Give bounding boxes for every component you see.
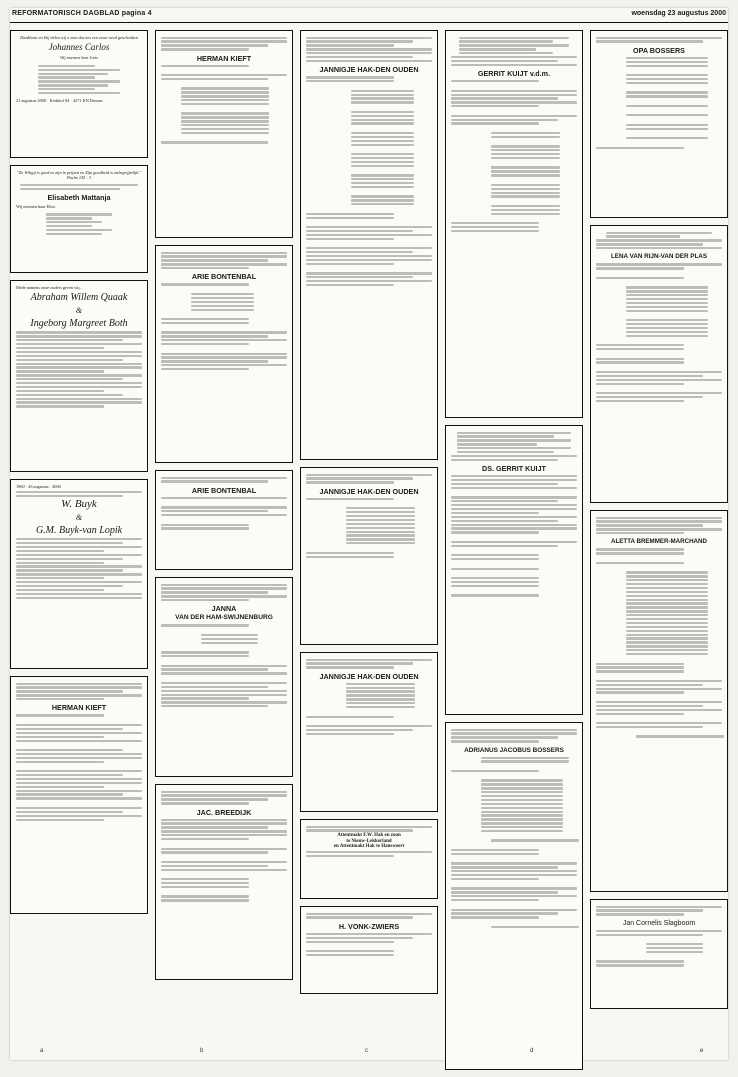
body-text bbox=[16, 331, 142, 407]
deceased-last-name: VAN DER HAM-SWIJNENBURG bbox=[175, 614, 273, 622]
column-4 bbox=[445, 30, 583, 1077]
column-2 bbox=[155, 30, 293, 987]
footer-mark: b bbox=[200, 1048, 204, 1054]
text-lines bbox=[38, 65, 120, 95]
deceased-name: JANNIGJE HAK-DEN OUDEN bbox=[319, 671, 419, 681]
bride-name: Ingeborg Margreet Both bbox=[30, 318, 128, 330]
obituary-herman-kieft-2 bbox=[155, 30, 293, 238]
deceased-name: OPA BOSSERS bbox=[633, 45, 685, 55]
anniversary-buyk: 1960 · 26 augustus · 2000 W. Buyk & G.M. Buyk-van Lopik bbox=[10, 479, 148, 669]
deceased-first-name: JANNA bbox=[211, 604, 237, 614]
condolence-hak-company bbox=[300, 819, 438, 899]
sender-line-2: te Nieuw-Lekkerland bbox=[346, 838, 392, 844]
deceased-name: JANNIGJE HAK-DEN OUDEN bbox=[319, 65, 419, 75]
deceased-name: JANNIGJE HAK-DEN OUDEN bbox=[319, 486, 419, 496]
child-name: Elisabeth Mattanja bbox=[47, 193, 111, 202]
header-left: REFORMATORISCH DAGBLAD pagina 4 bbox=[12, 10, 152, 17]
column-3 bbox=[300, 30, 438, 1001]
wife-name: G.M. Buyk-van Lopik bbox=[35, 525, 123, 537]
footer-mark: c bbox=[365, 1048, 368, 1054]
intro-text: Mede namens onze ouders geven wij, bbox=[16, 285, 81, 290]
obituary-jannigje-hak-2 bbox=[300, 467, 438, 645]
sub-text: Wij noemen haar Elise. bbox=[16, 204, 57, 209]
deceased-name: ADRIANUS JACOBUS BOSSERS bbox=[464, 746, 564, 754]
obituary-ds-gerrit-kuijt bbox=[445, 425, 583, 715]
footer-mark: e bbox=[700, 1048, 704, 1054]
footer-mark: a bbox=[40, 1048, 44, 1054]
deceased-name: ARIE BONTENBAL bbox=[191, 272, 257, 282]
sender-line-1: Attentmakt F.W. Hak en zoon bbox=[337, 833, 401, 839]
deceased-name: GERRIT KUIJT v.d.m. bbox=[477, 69, 551, 79]
quote: "Zo Wiltgij is goed en zijn in prijzen en Zijn goedheid is onbegrijpelijk." Psalm 145 : 3 bbox=[16, 170, 142, 181]
deceased-name: Jan Cornelis Slagboom bbox=[622, 919, 696, 927]
obituary-opa-bossers bbox=[590, 30, 728, 218]
birth-announcement-elise bbox=[10, 165, 148, 273]
obituary-h-vonk-zwiers bbox=[300, 906, 438, 994]
obituary-jac-breedijk bbox=[155, 784, 293, 980]
intro-text: Dankbaar en blij delen wij u mee dat ons een zoon werd geschonken bbox=[20, 35, 138, 40]
obituary-aletta-bremmer bbox=[590, 510, 728, 892]
sub-text: Wij noemen hem Joris bbox=[59, 55, 99, 61]
deceased-name: H. VONK-ZWIERS bbox=[338, 921, 400, 931]
deceased-name: DS. GERRIT KUIJT bbox=[482, 464, 546, 474]
obituary-jan-slagboom bbox=[590, 899, 728, 1009]
newspaper-page bbox=[10, 8, 728, 1060]
deceased-name: HERMAN KIEFT bbox=[196, 53, 252, 63]
obituary-janna-van-der-ham bbox=[155, 577, 293, 777]
column-1 bbox=[10, 30, 148, 921]
deceased-name: ARIE BONTENBAL bbox=[191, 485, 257, 495]
obituary-jannigje-hak-3 bbox=[300, 652, 438, 812]
wedding-announcement-quaak-both: Mede namens onze ouders geven wij, Abraham Willem Quaak & Ingeborg Margreet Both bbox=[10, 280, 148, 472]
column-5 bbox=[590, 30, 728, 1016]
footer-mark: d bbox=[530, 1048, 534, 1054]
groom-name: Abraham Willem Quaak bbox=[30, 292, 128, 304]
obituary-jannigje-hak-1 bbox=[300, 30, 438, 460]
years: 1960 · 26 augustus · 2000 bbox=[16, 484, 61, 489]
header-date: woensdag 23 augustus 2000 bbox=[631, 10, 726, 17]
deceased-name: ALETTA BREMMER-MARCHAND bbox=[611, 538, 707, 546]
sender-line-3: en Attentmakt Hak te Hansweert bbox=[333, 844, 405, 850]
husband-name: W. Buyk bbox=[61, 498, 97, 511]
page-header bbox=[10, 8, 728, 23]
child-name: Johannes Carlos bbox=[48, 42, 110, 53]
obituary-arie-bontenbal-2 bbox=[155, 470, 293, 570]
deceased-name: LENA VAN RIJN-VAN DER PLAS bbox=[610, 253, 708, 261]
birth-announcement-joris bbox=[10, 30, 148, 158]
address: 21 augustus 2000 · Kerkhof 84 · 4271 KN Dussen bbox=[16, 98, 103, 104]
obituary-arie-bontenbal-1 bbox=[155, 245, 293, 463]
obituary-gerrit-kuijt-1 bbox=[445, 30, 583, 418]
obituary-adrianus-bossers bbox=[445, 722, 583, 1070]
deceased-name: JAC. BREEDIJK bbox=[196, 807, 252, 817]
obituary-herman-kieft-1 bbox=[10, 676, 148, 914]
obituary-lena-van-rijn bbox=[590, 225, 728, 503]
deceased-name: HERMAN KIEFT bbox=[51, 703, 107, 713]
